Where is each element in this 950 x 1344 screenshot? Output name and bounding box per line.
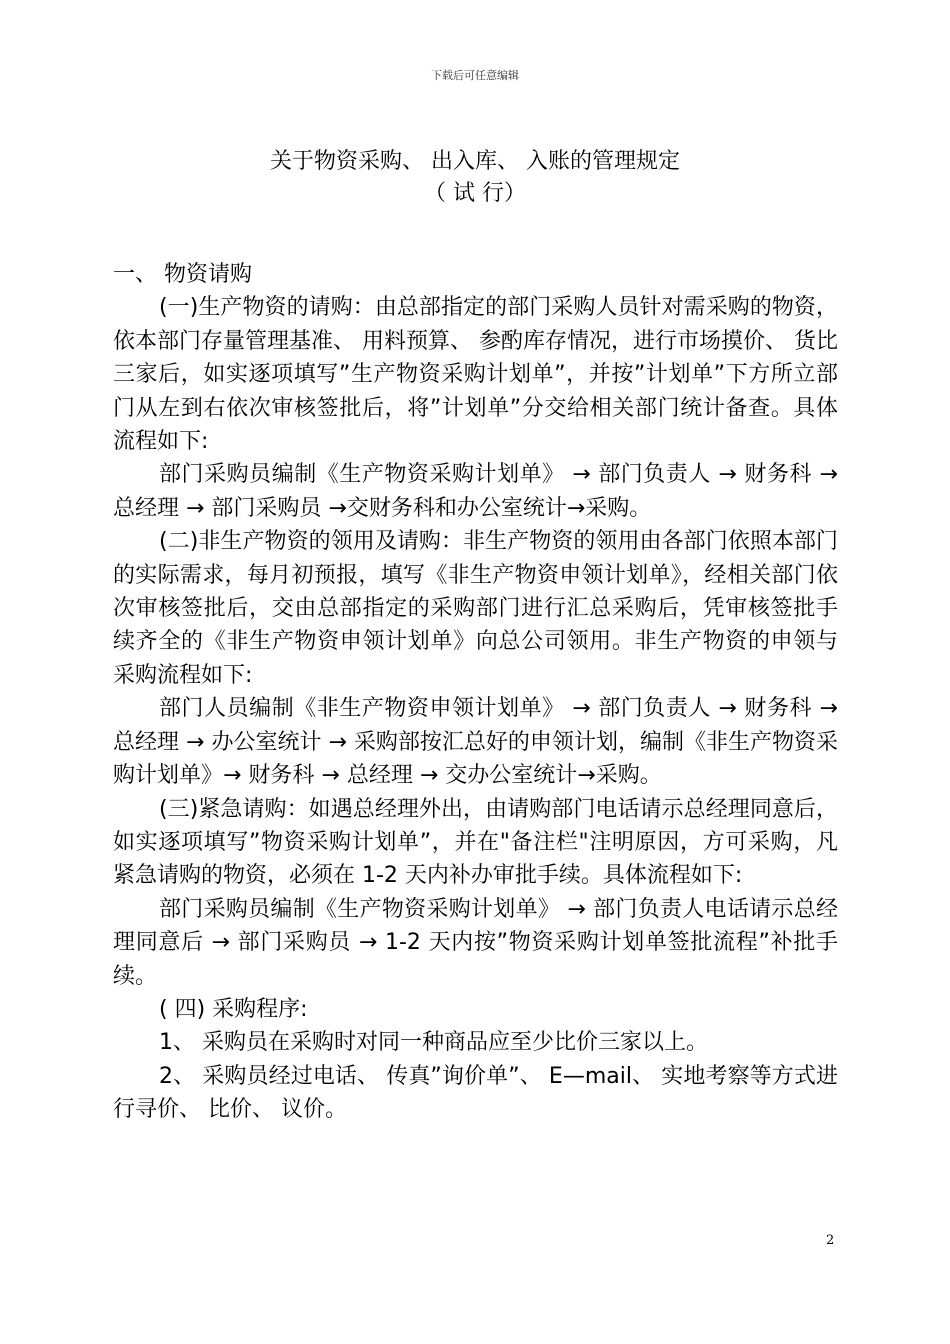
paragraph-nonproduction-purchase: (二)非生产物资的领用及请购：非生产物资的领用由各部门依照本部门的实际需求，每月初预报，填写《非生产物资申领计划单》，经相关部门依次审核签批后，交由总部指定的采购部门进行汇总采购后，凭审核签批手续齐全的《非生产物资申领计划单》向总公司领用。非生产物资的申领与采购流程如下: bbox=[113, 529, 838, 688]
document-title: 关于物资采购、 出入库、 入账的管理规定 bbox=[270, 149, 680, 174]
page-number: 2 bbox=[826, 1233, 835, 1248]
paragraph-procedure-heading: ( 四) 采购程序: bbox=[159, 996, 308, 1022]
paragraph-nonproduction-flow: 部门人员编制《非生产物资申领计划单》 → 部门负责人 → 财务科 → 总经理 → 办公室统计 → 采购部按汇总好的申领计划，编制《非生产物资采购计划单》→ 财务科 → 总经理 → 交办公室统计→采购。 bbox=[113, 696, 838, 789]
paragraph-procedure-item-1: 1、 采购员在采购时对同一种商品应至少比价三家以上。 bbox=[159, 1030, 708, 1056]
paragraph-urgent-flow: 部门采购员编制《生产物资采购计划单》 → 部门负责人电话请示总经理同意后 → 部门采购员 → 1-2 天内按”物资采购计划单签批流程”补批手续。 bbox=[113, 896, 838, 989]
paragraph-procedure-item-2: 2、 采购员经过电话、 传真”询价单”、 E—mail、 实地考察等方式进行寻价、 比价、 议价。 bbox=[113, 1063, 838, 1123]
paragraph-production-purchase: (一)生产物资的请购：由总部指定的部门采购人员针对需采购的物资，依本部门存量管理基准、 用料预算、 参酌库存情况，进行市场摸价、 货比三家后，如实逐项填写”生产物资采购计划单”，并按”计划单”下方所立部门从左到右依次审核签批后，将”计划单”分交给相关部门统计备查。具体流程如下: bbox=[113, 295, 838, 455]
section-heading: 一、 物资请购 bbox=[113, 262, 252, 287]
header-note: 下载后可任意编辑 bbox=[431, 69, 519, 82]
document-subtitle: （ 试 行） bbox=[424, 181, 526, 206]
paragraph-urgent-purchase: (三)紧急请购：如遇总经理外出，由请购部门电话请示总经理同意后，如实逐项填写”物资采购计划单”，并在"备注栏"注明原因，方可采购，凡紧急请购的物资，必须在 1-2 天内补办审批手续。具体流程如下: bbox=[113, 796, 838, 889]
paragraph-production-flow: 部门采购员编制《生产物资采购计划单》 → 部门负责人 → 财务科 → 总经理 → 部门采购员 →交财务科和办公室统计→采购。 bbox=[113, 462, 838, 521]
document-body bbox=[113, 258, 838, 1127]
